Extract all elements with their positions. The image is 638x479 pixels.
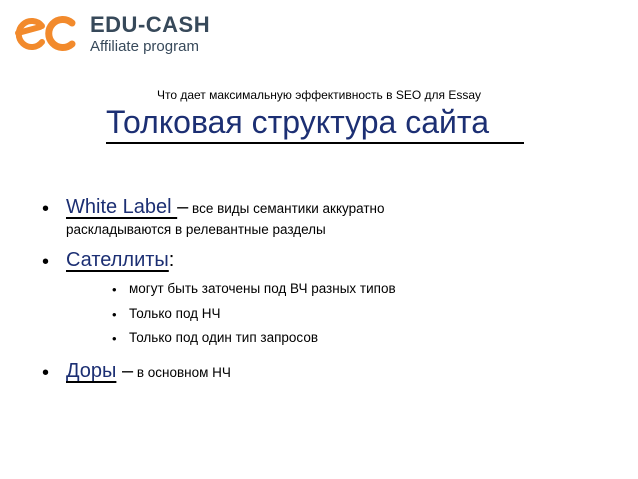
bullet-separator: – [116, 360, 134, 382]
bullet-marker: • [42, 198, 50, 220]
brand-tagline: Affiliate program [90, 38, 199, 55]
bullet-marker: • [42, 362, 50, 384]
title-underline [106, 142, 524, 144]
sub-bullet-marker: • [112, 282, 117, 297]
slide-title: Толковая структура сайта [106, 104, 489, 140]
sub-bullet-marker: • [112, 307, 117, 322]
bullet-satellites [66, 249, 174, 272]
bullet-text: в основном НЧ [133, 365, 231, 380]
slide-supertitle: Что дает максимальную эффективность в SEO для Essay [156, 88, 482, 102]
bullet-text-continued: раскладываются в релевантные разделы [66, 222, 326, 237]
sub-item-text: Только под один тип запросов [129, 330, 319, 345]
bullet-term-white-label: White Label [66, 196, 178, 218]
ec-logo-icon [12, 6, 78, 58]
bullet-term-doors: Доры [66, 360, 117, 382]
bullet-separator: : [168, 249, 175, 271]
sub-item-text: могут быть заточены под ВЧ разных типов [129, 281, 396, 296]
bullet-text: все виды семантики аккуратно [188, 201, 385, 216]
sub-bullet-marker: • [112, 331, 117, 346]
bullet-white-label [66, 196, 384, 219]
brand-name: EDU-CASH [90, 12, 211, 37]
bullet-marker: • [42, 251, 50, 273]
sub-item-text: Только под НЧ [129, 306, 221, 321]
bullet-term-satellites: Сателлиты [66, 249, 169, 271]
brand-logo [12, 6, 212, 58]
bullet-doors [66, 360, 231, 383]
bullet-separator: – [177, 196, 189, 218]
